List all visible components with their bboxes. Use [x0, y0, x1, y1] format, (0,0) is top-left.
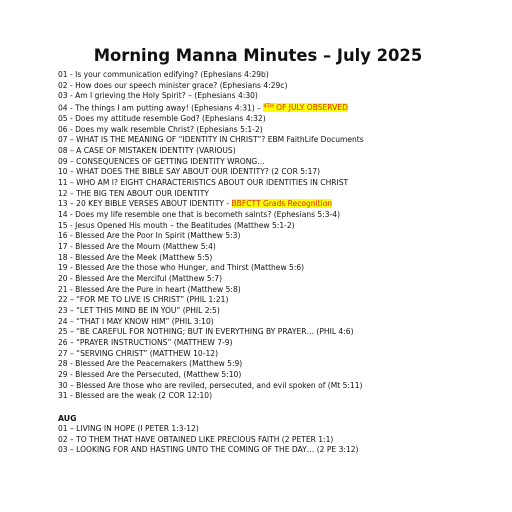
list-item-text: 08 – A CASE OF MISTAKEN IDENTITY (VARIOUS)	[58, 146, 236, 156]
list-item-text: 05 - Does my attitude resemble God? (Ephesians 4:32)	[58, 114, 266, 124]
list-item-text: 09 – CONSEQUENCES OF GETTING IDENTITY WRONG…	[58, 156, 265, 166]
list-item-text: 04 - The things I am putting away! (Ephesians 4:31) –	[58, 103, 264, 113]
list-item	[58, 435, 512, 446]
list-item	[58, 81, 512, 92]
list-item-text: 12 – THE BIG TEN ABOUT OUR IDENTITY	[58, 188, 209, 198]
list-item-text: 25 – “BE CAREFUL FOR NOTHING; BUT IN EVERYTHING BY PRAYER… (PHIL 4:6)	[58, 327, 354, 337]
list-item	[58, 295, 512, 306]
list-item-text: 24 – “THAT I MAY KNOW HIM” (PHIL 3:10)	[58, 316, 214, 326]
list-item-text: 23 – “LET THIS MIND BE IN YOU” (PHIL 2:5)	[58, 305, 220, 315]
list-item-text: 29 - Blessed Are the Persecuted, (Matthew 5:10)	[58, 369, 242, 379]
list-item	[58, 359, 512, 370]
list-item-text: 16 - Blessed Are the Poor In Spirit (Matthew 5:3)	[58, 231, 241, 241]
list-item	[58, 146, 512, 157]
list-item-text: 02 – TO THEM THAT HAVE OBTAINED LIKE PRECIOUS FAITH (2 PETER 1:1)	[58, 434, 334, 444]
list-item	[58, 221, 512, 232]
list-item	[58, 381, 512, 392]
list-item-text: 28 - Blessed Are the Peacemakers (Matthew 5:9)	[58, 359, 243, 369]
list-item-text: 19 - Blessed Are the those who Hunger, and Thirst (Matthew 5:6)	[58, 263, 305, 273]
list-item	[58, 114, 512, 125]
list-item	[58, 91, 512, 102]
list-item	[58, 157, 512, 168]
list-item-text: 26 – “PRAYER INSTRUCTIONS” (MATTHEW 7-9)	[58, 337, 233, 347]
list-item-text: 20 - Blessed Are the Merciful (Matthew 5:7)	[58, 273, 223, 283]
list-item-text: 01 - Is your communication edifying? (Ephesians 4:29b)	[58, 70, 269, 79]
list-item	[58, 391, 512, 402]
list-item	[58, 445, 512, 456]
highlighted-note-superscript: 4TH	[263, 103, 274, 110]
aug-list	[58, 424, 512, 456]
highlighted-note-text: BBFCTT Grads Recognition	[231, 199, 333, 209]
highlighted-note	[232, 199, 333, 208]
list-item-text: 10 – WHAT DOES THE BIBLE SAY ABOUT OUR IDENTITY? (2 COR 5:17)	[58, 167, 321, 177]
list-item	[58, 125, 512, 136]
list-item	[58, 102, 512, 114]
list-item-text: 18 - Blessed Are the Meek (Matthew 5:5)	[58, 252, 213, 262]
list-item-text: 02 - How does our speech minister grace? (Ephesians 4:29c)	[58, 80, 288, 90]
list-item-text: 01 – LIVING IN HOPE (I PETER 1:3-12)	[58, 423, 199, 433]
list-item-text: 21 - Blessed Are the Pure in heart (Matthew 5:8)	[58, 284, 241, 294]
list-item	[58, 327, 512, 338]
list-item	[58, 338, 512, 349]
list-item	[58, 231, 512, 242]
aug-heading: AUG	[58, 413, 77, 423]
list-item-text: 06 - Does my walk resemble Christ? (Ephesians 5:1-2)	[58, 124, 263, 134]
list-item-text: 27 – “SERVING CHRIST” (MATTHEW 10-12)	[58, 348, 219, 358]
list-item	[58, 210, 512, 221]
list-item	[58, 253, 512, 264]
list-item	[58, 317, 512, 328]
list-item	[58, 424, 512, 435]
list-item-text: 17 - Blessed Are the Mourn (Matthew 5:4)	[58, 242, 216, 251]
list-item-text: 03 - Am I grieving the Holy Spirit? – (Ephesians 4:30)	[58, 91, 258, 101]
list-item	[58, 167, 512, 178]
section-spacer	[58, 402, 512, 413]
list-item	[58, 242, 512, 253]
highlighted-note-text: OF JULY OBSERVED	[273, 103, 348, 113]
list-item	[58, 135, 512, 146]
list-item	[58, 306, 512, 317]
list-item	[58, 370, 512, 381]
list-item	[58, 349, 512, 360]
document-title: Morning Manna Minutes – July 2025	[93, 46, 423, 65]
list-item	[58, 70, 512, 81]
list-item-text: 14 - Does my life resemble one that is becometh saints? (Ephesians 5:3-4)	[58, 210, 341, 220]
list-item	[58, 199, 512, 210]
list-item	[58, 189, 512, 200]
list-item-text: 11 – WHO AM I? EIGHT CHARACTERISTICS ABOUT OUR IDENTITIES IN CHRIST	[58, 178, 349, 188]
list-item	[58, 263, 512, 274]
list-item	[58, 274, 512, 285]
list-item-text: 30 – Blessed Are those who are reviled, persecuted, and evil spoken of (Mt 5:11)	[58, 380, 363, 390]
list-item	[58, 178, 512, 189]
list-item-text: 22 – “FOR ME TO LIVE IS CHRIST” (PHIL 1:21)	[58, 295, 229, 305]
list-item-text: 31 - Blessed are the weak (2 COR 12:10)	[58, 391, 213, 401]
highlighted-note	[263, 103, 348, 112]
list-item-text: 13 – 20 KEY BIBLE VERSES ABOUT IDENTITY -	[58, 199, 232, 209]
list-item-text: 07 – WHAT IS THE MEANING OF “IDENTITY IN CHRIST”? EBM FaithLife Documents	[58, 135, 364, 145]
list-item	[58, 285, 512, 296]
list-item-text: 03 – LOOKING FOR AND HASTING UNTO THE COMING OF THE DAY… (2 PE 3:12)	[58, 445, 359, 455]
list-item-text: 15 - Jesus Opened His mouth – the Beatitudes (Matthew 5:1-2)	[58, 220, 295, 230]
july-list	[58, 70, 512, 402]
